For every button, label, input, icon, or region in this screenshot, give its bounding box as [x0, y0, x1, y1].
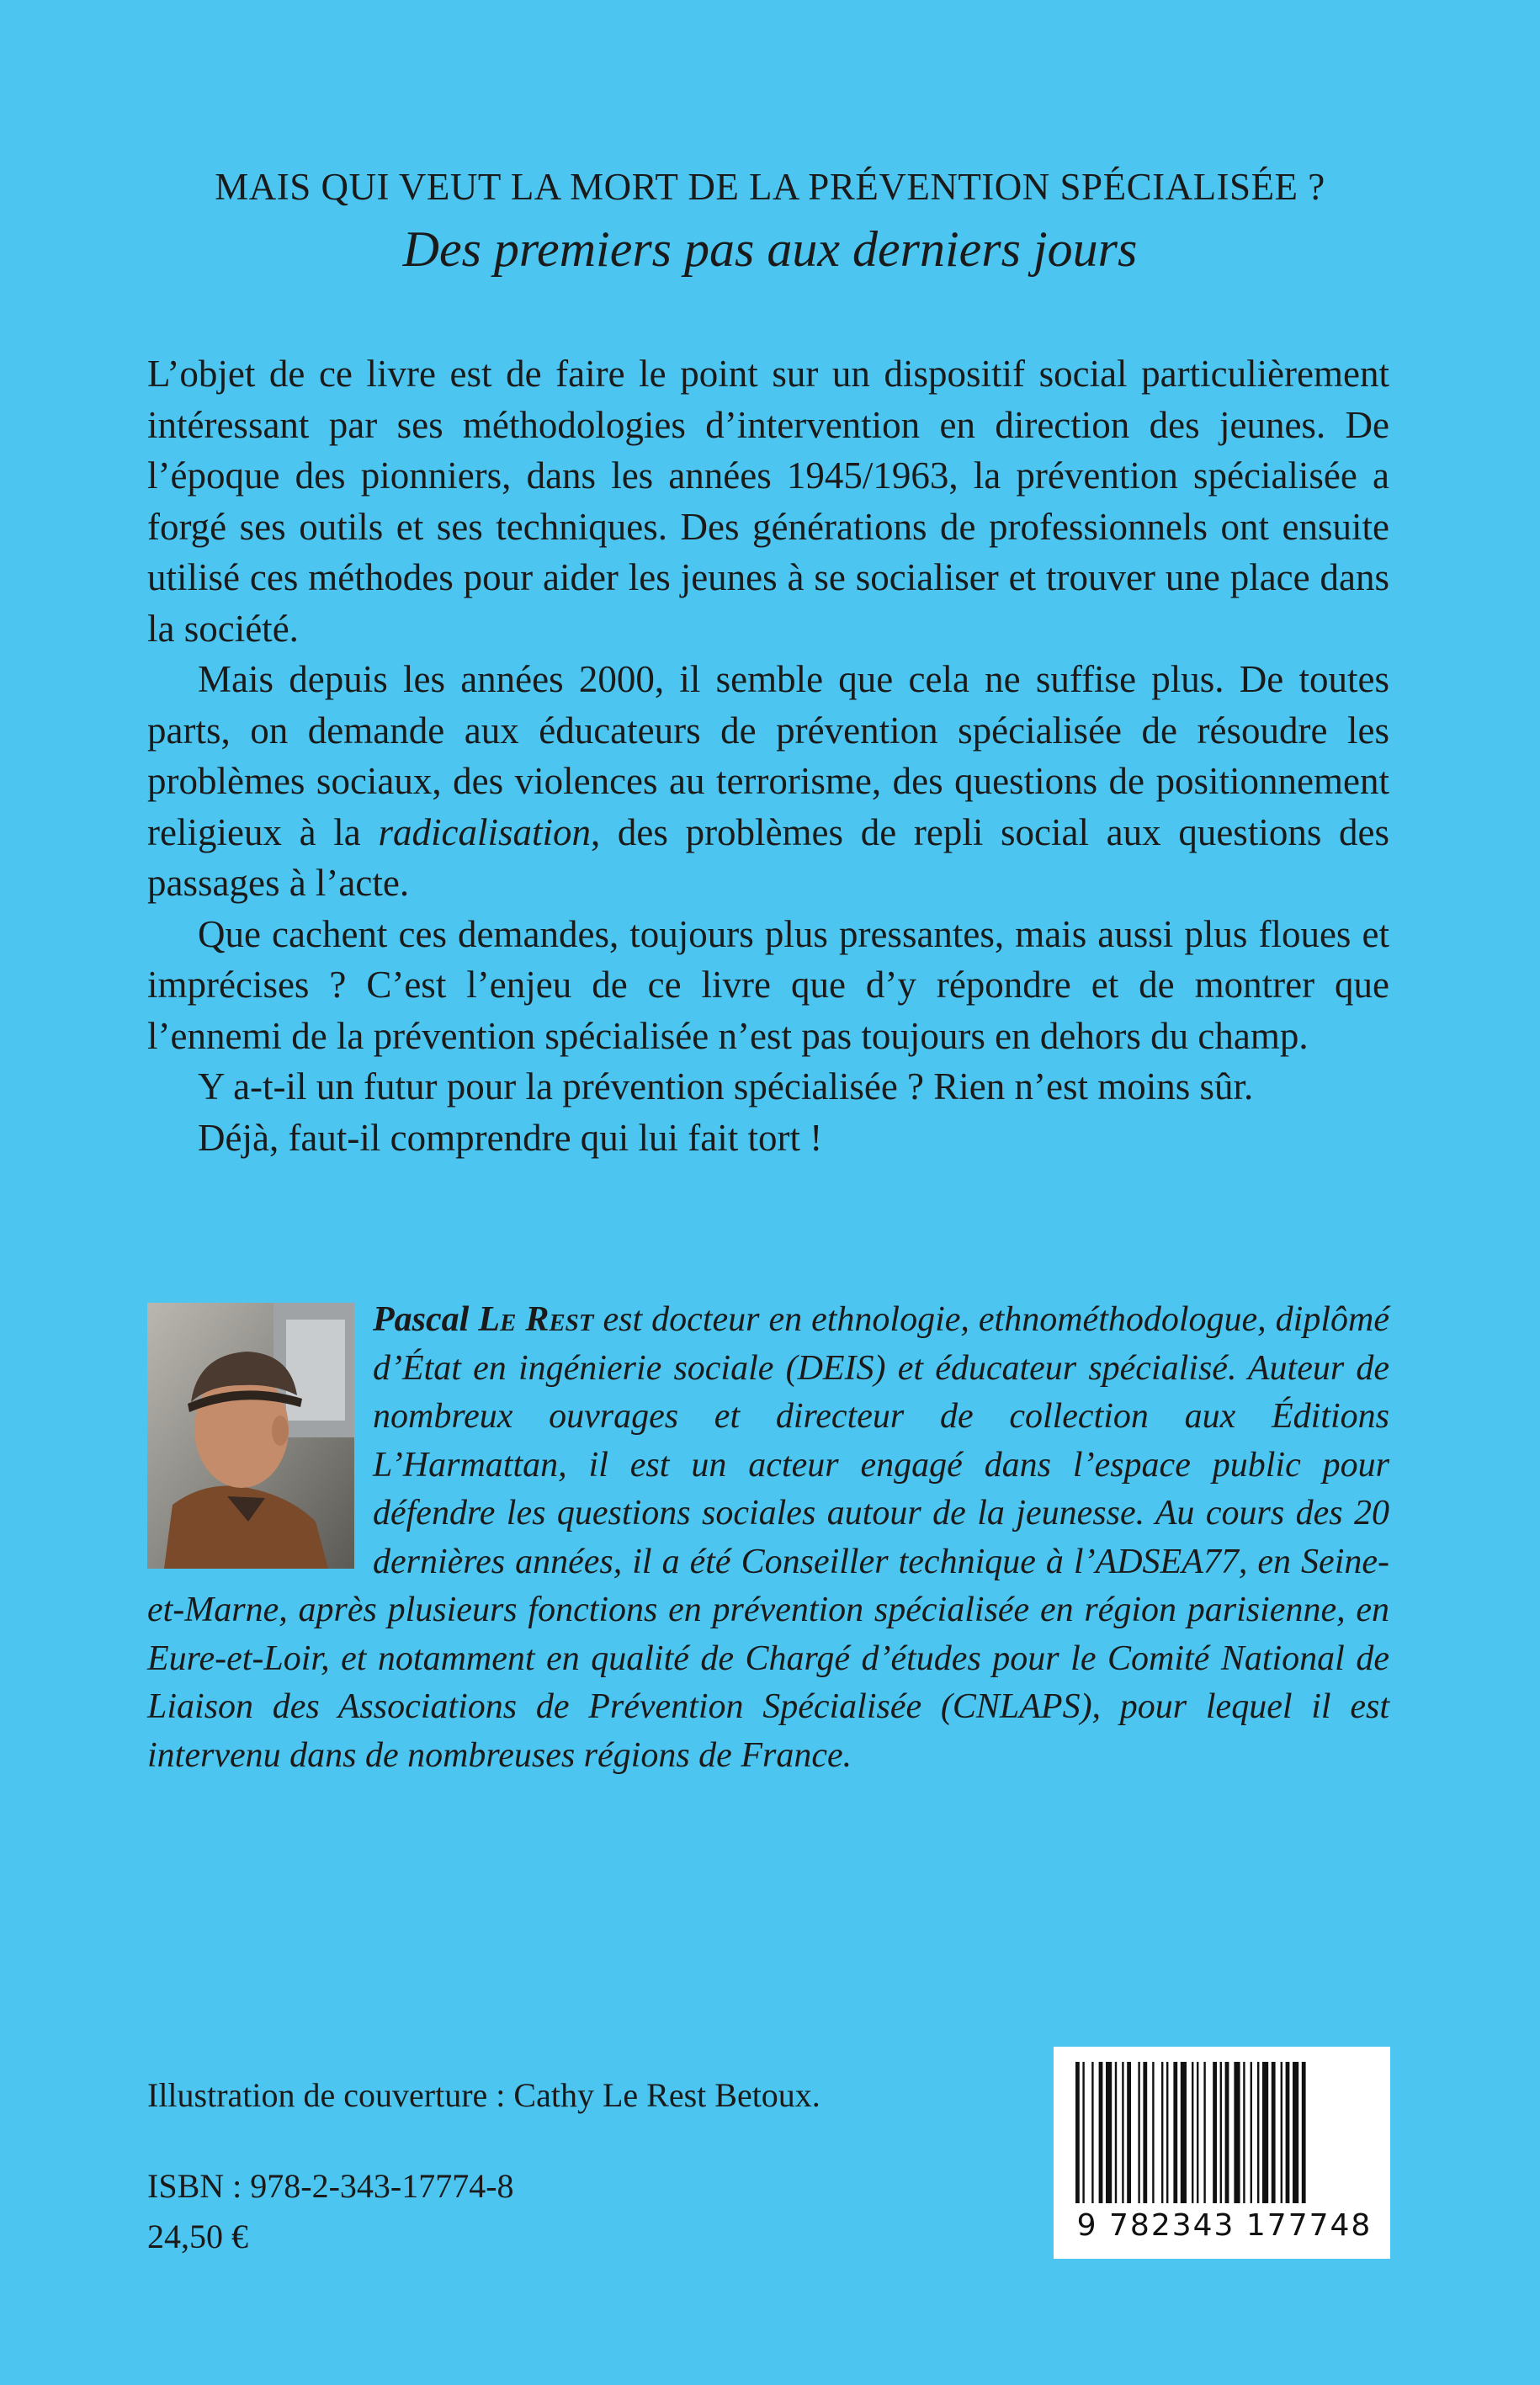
- barcode-digits: 9 782343 177748: [1076, 2208, 1373, 2243]
- blurb-emphasis: radicalisation: [378, 810, 591, 853]
- blurb-paragraph: [147, 654, 1389, 909]
- author-first-name: Pascal: [373, 1300, 479, 1339]
- cover-illustration-credit: Illustration de couverture : Cathy Le Rest Betoux.: [147, 2076, 820, 2114]
- blurb-text: , des problèmes de repli social aux questions des passages à l’acte.: [147, 810, 1390, 904]
- blurb-paragraph: Déjà, faut-il comprendre qui lui fait tort !: [198, 1116, 823, 1159]
- author-bio: [147, 1296, 1389, 1780]
- author-photo: [147, 1303, 354, 1569]
- author-last-name: Le Rest: [478, 1300, 594, 1339]
- blurb-text: Mais depuis les années 2000, il semble que cela ne suffise plus. De toutes parts, on demande aux éducateurs de prévention spécialisée de résoudre les problèmes sociaux, des violences au terrorisme, des questions de positionnement religieux à la: [147, 658, 1389, 853]
- price: 24,50 €: [147, 2218, 248, 2255]
- blurb-paragraph: Que cachent ces demandes, toujours plus pressantes, mais aussi plus floues et imprécises ? C’est l’enjeu de ce livre que d’y répondre et de montrer que l’ennemi de la prévention spécialisée n’est pas toujours en dehors du champ.: [147, 912, 1389, 1057]
- book-blurb: [147, 348, 1389, 1163]
- isbn: ISBN : 978-2-343-17774-8: [147, 2167, 514, 2205]
- blurb-paragraph: L’objet de ce livre est de faire le point sur un dispositif social particulièrement intéressant par ses méthodologies d’intervention en direction des jeunes. De l’époque des pionniers, dans les années 1945/1963, la prévention spécialisée a forgé ses outils et ses techniques. Des générations de professionnels ont ensuite utilisé ces méthodes pour aider les jeunes à se socialiser et trouver une place dans la société.: [147, 353, 1389, 650]
- bio-body: est docteur en ethnologie, ethnométhodologue, diplômé d’État en ingénierie sociale (DEIS) et éducateur spécialisé. Auteur de nombreux ouvrages et directeur de collection aux Éditions L’Harmattan, il est un acteur engagé dans l’espace public pour défendre les questions sociales autour de la jeunesse. Au cours des 20 dernières années, il a été Conseiller technique à l’ADSEA77, en Seine-et-Marne, après plusieurs fonctions en prévention spécialisée en région parisienne, en Eure-et-Loir, et notamment en qualité de Chargé d’études pour le Comité National de Liaison des Associations de Prévention Spécialisée (CNLAPS), pour lequel il est intervenu dans de nombreuses régions de France.: [147, 1300, 1389, 1775]
- barcode: [1054, 2047, 1390, 2259]
- series-kicker: MAIS QUI VEUT LA MORT DE LA PRÉVENTION SPÉCIALISÉE ?: [215, 166, 1325, 208]
- author-name: [373, 1300, 594, 1339]
- book-subtitle: Des premiers pas aux derniers jours: [402, 221, 1138, 277]
- blurb-paragraph: Y a-t-il un futur pour la prévention spécialisée ? Rien n’est moins sûr.: [198, 1065, 1254, 1108]
